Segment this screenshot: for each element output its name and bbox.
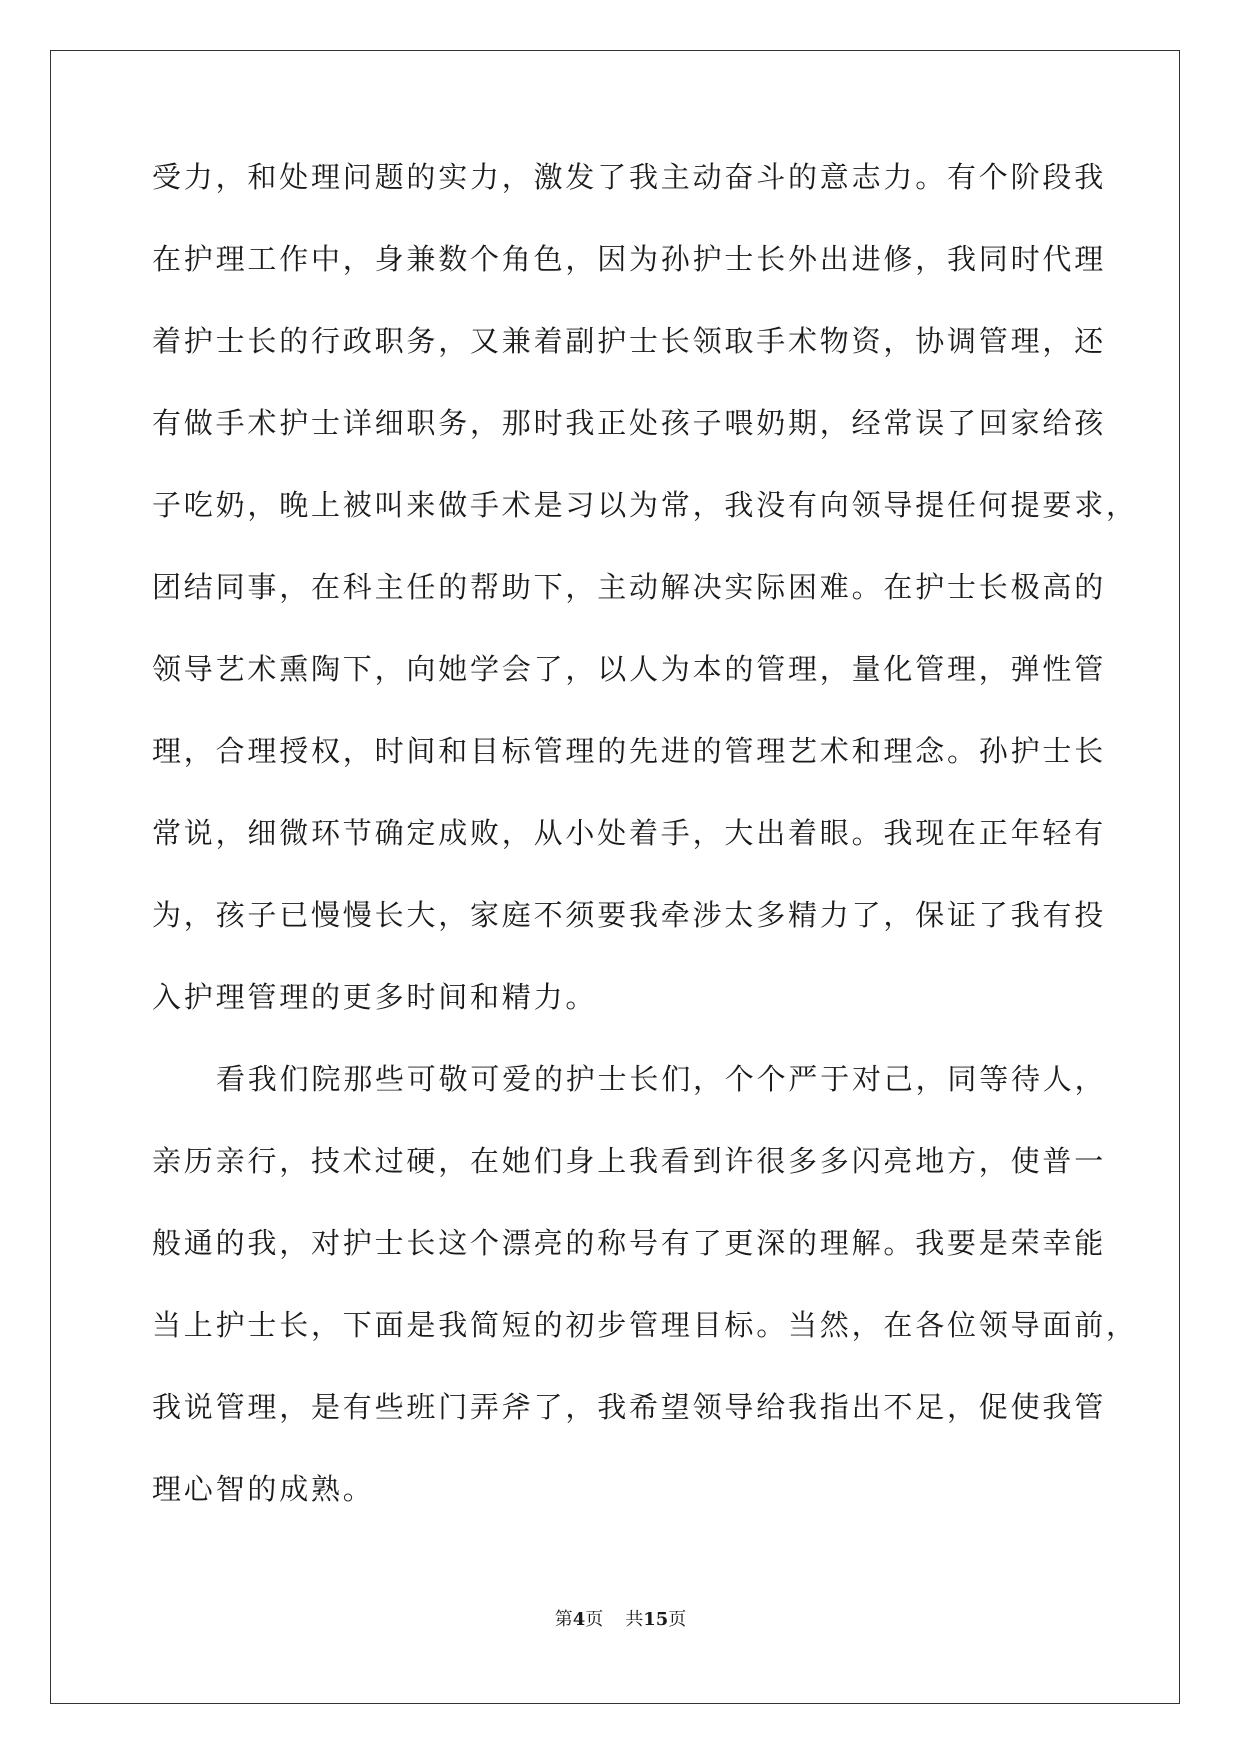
text-line: 在护理工作中，身兼数个角色，因为孙护士长外出进修，我同时代理: [152, 242, 1107, 276]
text-line: 理心智的成熟。: [152, 1472, 375, 1506]
text-line: 理，合理授权，时间和目标管理的先进的管理艺术和理念。孙护士长: [152, 734, 1107, 768]
total-label-suffix: 页: [668, 1609, 687, 1630]
text-line: 团结同事，在科主任的帮助下，主动解决实际困难。在护士长极高的: [152, 570, 1107, 604]
text-line: 般通的我，对护士长这个漂亮的称号有了更深的理解。我要是荣幸能: [152, 1226, 1107, 1260]
text-line: 看我们院那些可敬可爱的护士长们，个个严于对己，同等待人，: [216, 1062, 1107, 1096]
text-line: 受力，和处理问题的实力，激发了我主动奋斗的意志力。有个阶段我: [152, 160, 1107, 194]
text-line: 领导艺术熏陶下，向她学会了，以人为本的管理，量化管理，弹性管: [152, 652, 1107, 686]
total-label-prefix: 共: [625, 1609, 644, 1630]
text-line: 我说管理，是有些班门弄斧了，我希望领导给我指出不足，促使我管: [152, 1390, 1107, 1424]
text-line: 子吃奶，晚上被叫来做手术是习以为常，我没有向领导提任何提要求，: [152, 488, 1138, 522]
text-line: 有做手术护士详细职务，那时我正处孩子喂奶期，经常误了回家给孩: [152, 406, 1107, 440]
page-label-prefix: 第: [554, 1609, 573, 1630]
text-line: 入护理管理的更多时间和精力。: [152, 980, 598, 1014]
text-line: 常说，细微环节确定成败，从小处着手，大出着眼。我现在正年轻有: [152, 816, 1107, 850]
text-line: 为，孩子已慢慢长大，家庭不须要我牵涉太多精力了，保证了我有投: [152, 898, 1107, 932]
total-page-number: 15: [643, 1609, 669, 1630]
page-footer: [0, 1605, 1241, 1631]
page-label-suffix: 页: [585, 1609, 604, 1630]
text-line: 亲历亲行，技术过硬，在她们身上我看到许很多多闪亮地方，使普一: [152, 1144, 1107, 1178]
text-line: 当上护士长，下面是我简短的初步管理目标。当然，在各位领导面前，: [152, 1308, 1138, 1342]
document-body: [152, 160, 1138, 1554]
text-line: 着护士长的行政职务，又兼着副护士长领取手术物资，协调管理，还: [152, 324, 1107, 358]
current-page-number: 4: [572, 1609, 586, 1630]
